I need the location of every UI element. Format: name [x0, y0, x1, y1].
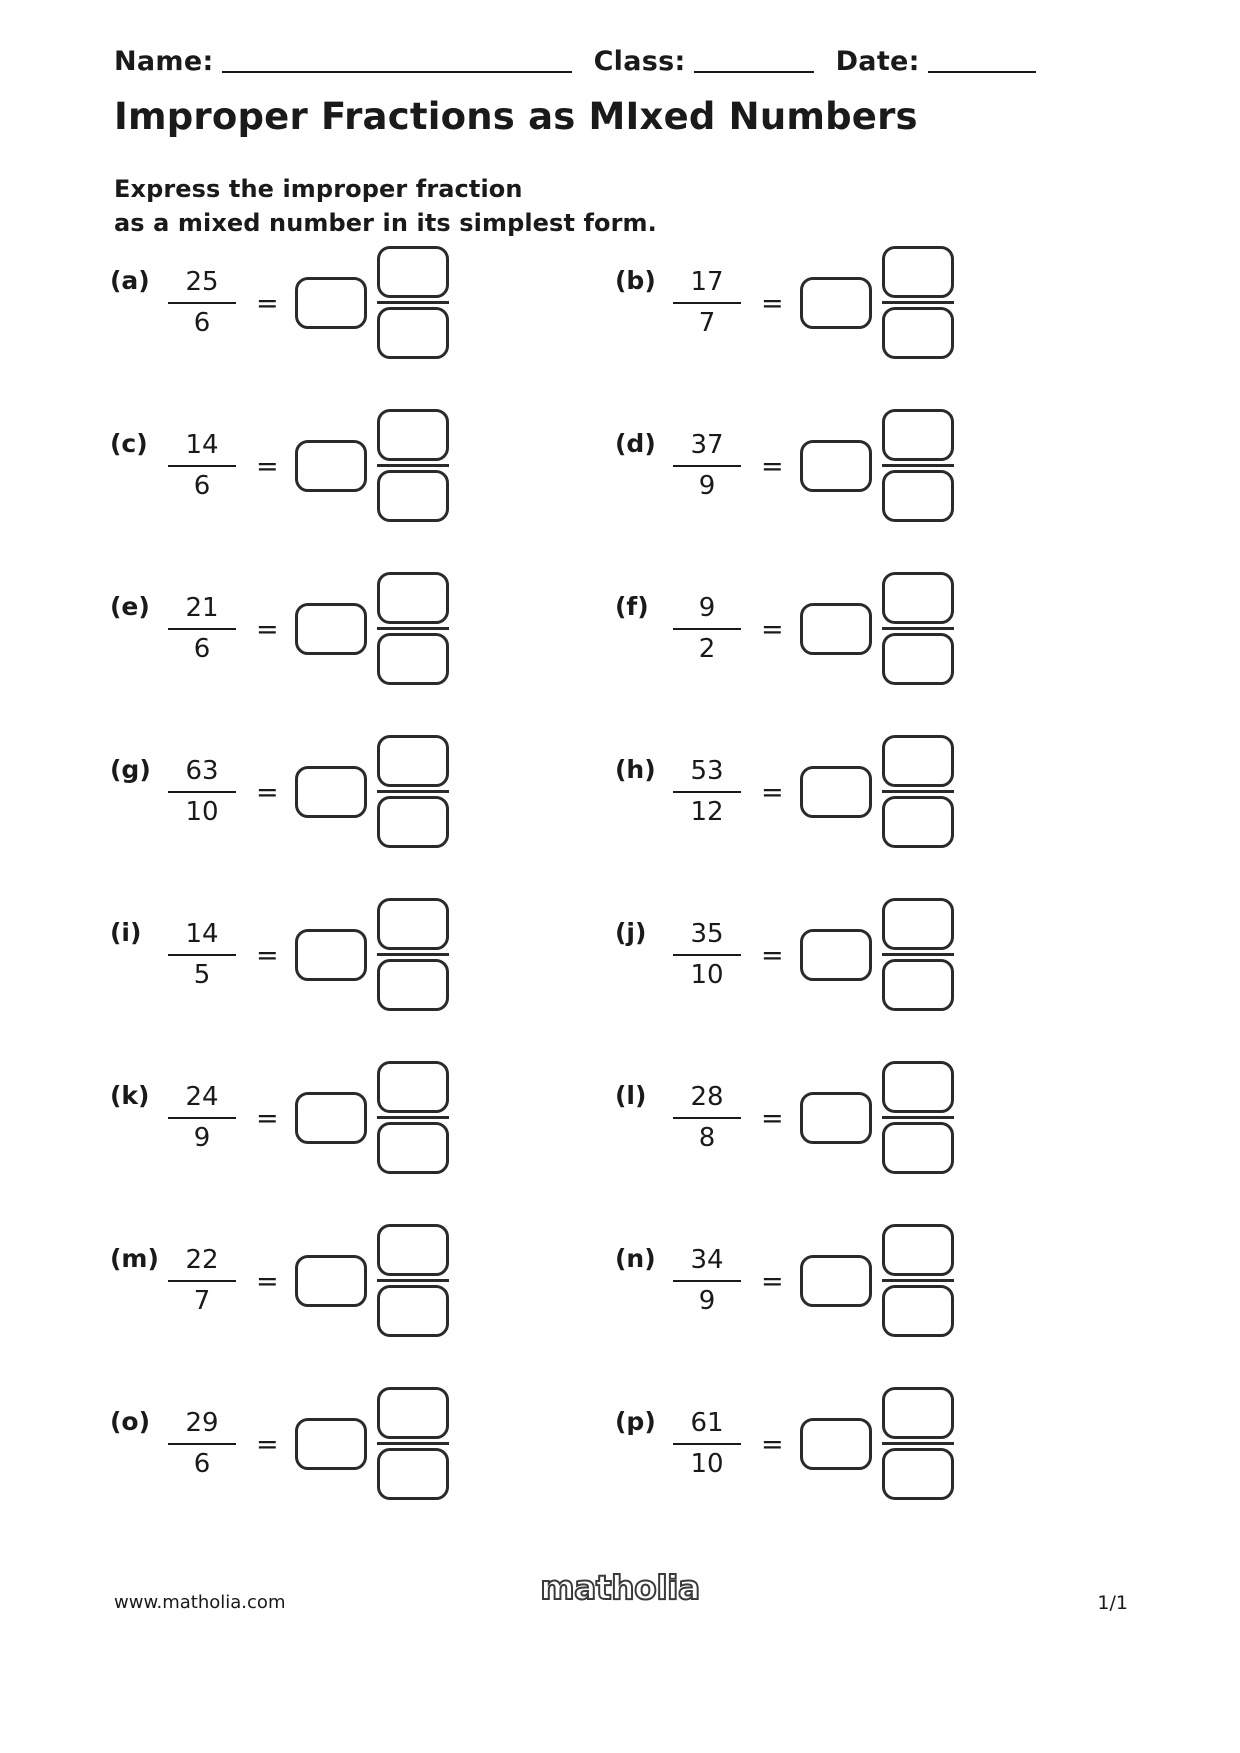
equals-sign: =	[761, 614, 784, 645]
fraction-numerator: 21	[185, 593, 219, 623]
denominator-answer-box[interactable]	[882, 633, 954, 685]
numerator-answer-box[interactable]	[882, 572, 954, 624]
page-title: Improper Fractions as MIxed Numbers	[114, 95, 918, 138]
mixed-fraction-answer	[377, 572, 449, 685]
denominator-answer-box[interactable]	[377, 470, 449, 522]
numerator-answer-box[interactable]	[882, 409, 954, 461]
fraction-denominator: 10	[690, 959, 724, 990]
equals-sign: =	[256, 614, 279, 645]
improper-fraction	[168, 1080, 236, 1155]
name-input-line[interactable]	[222, 71, 572, 73]
denominator-answer-box[interactable]	[377, 1122, 449, 1174]
improper-fraction	[168, 591, 236, 666]
denominator-answer-box[interactable]	[882, 470, 954, 522]
denominator-answer-box[interactable]	[882, 959, 954, 1011]
fraction-denominator: 6	[193, 633, 211, 664]
answer-fraction-bar	[882, 1279, 954, 1282]
equals-sign: =	[761, 288, 784, 319]
numerator-answer-box[interactable]	[882, 1061, 954, 1113]
numerator-answer-box[interactable]	[377, 572, 449, 624]
date-label: Date:	[835, 46, 920, 77]
mixed-fraction-answer	[377, 1061, 449, 1174]
equals-sign: =	[256, 940, 279, 971]
instructions-line-1: Express the improper fraction	[114, 175, 523, 203]
problem-label: (g)	[110, 755, 151, 784]
logo-text: matholia	[540, 1568, 700, 1607]
equals-sign: =	[761, 1266, 784, 1297]
improper-fraction	[168, 754, 236, 829]
answer-fraction-bar	[377, 953, 449, 956]
answer-fraction-bar	[882, 953, 954, 956]
problem-label: (n)	[615, 1244, 656, 1273]
problem-item	[615, 240, 1120, 403]
fraction-bar	[673, 1443, 741, 1445]
fraction-denominator: 10	[690, 1448, 724, 1479]
whole-number-answer-box[interactable]	[295, 766, 367, 818]
problem-label: (a)	[110, 266, 150, 295]
denominator-answer-box[interactable]	[882, 1122, 954, 1174]
fraction-numerator: 61	[690, 1408, 724, 1438]
equals-sign: =	[761, 1429, 784, 1460]
mixed-fraction-answer	[377, 1224, 449, 1337]
improper-fraction	[673, 428, 741, 503]
mixed-fraction-answer	[882, 409, 954, 522]
improper-fraction	[673, 1406, 741, 1481]
answer-fraction-bar	[377, 301, 449, 304]
problem-item	[110, 892, 615, 1055]
denominator-answer-box[interactable]	[882, 1448, 954, 1500]
fraction-bar	[168, 791, 236, 793]
problem-expression	[168, 572, 449, 685]
answer-fraction-bar	[882, 301, 954, 304]
denominator-answer-box[interactable]	[882, 307, 954, 359]
problem-expression	[673, 572, 954, 685]
problem-expression	[168, 246, 449, 359]
improper-fraction	[168, 428, 236, 503]
student-info-header	[114, 46, 1130, 77]
equals-sign: =	[256, 777, 279, 808]
fraction-numerator: 37	[690, 430, 724, 460]
improper-fraction	[168, 1243, 236, 1318]
improper-fraction	[673, 1243, 741, 1318]
fraction-numerator: 53	[690, 756, 724, 786]
improper-fraction	[673, 754, 741, 829]
fraction-denominator: 9	[698, 470, 716, 501]
mixed-fraction-answer	[377, 246, 449, 359]
whole-number-answer-box[interactable]	[295, 277, 367, 329]
fraction-numerator: 14	[185, 919, 219, 949]
problem-item	[110, 403, 615, 566]
numerator-answer-box[interactable]	[882, 1224, 954, 1276]
denominator-answer-box[interactable]	[882, 1285, 954, 1337]
fraction-denominator: 8	[698, 1122, 716, 1153]
numerator-answer-box[interactable]	[377, 1061, 449, 1113]
problem-label: (j)	[615, 918, 647, 947]
fraction-bar	[673, 1280, 741, 1282]
fraction-bar	[673, 954, 741, 956]
problem-item	[615, 892, 1120, 1055]
problem-item	[615, 1381, 1120, 1544]
whole-number-answer-box[interactable]	[295, 440, 367, 492]
problem-item	[110, 240, 615, 403]
equals-sign: =	[256, 288, 279, 319]
fraction-bar	[168, 1280, 236, 1282]
fraction-numerator: 35	[690, 919, 724, 949]
improper-fraction	[673, 265, 741, 340]
mixed-fraction-answer	[377, 409, 449, 522]
equals-sign: =	[761, 777, 784, 808]
improper-fraction	[673, 591, 741, 666]
website-url[interactable]: www.matholia.com	[114, 1592, 286, 1613]
problem-expression	[168, 409, 449, 522]
numerator-answer-box[interactable]	[882, 246, 954, 298]
problem-expression	[673, 735, 954, 848]
equals-sign: =	[761, 451, 784, 482]
denominator-answer-box[interactable]	[377, 1285, 449, 1337]
whole-number-answer-box[interactable]	[800, 929, 872, 981]
fraction-denominator: 7	[698, 307, 716, 338]
equals-sign: =	[256, 1429, 279, 1460]
page-number: 1/1	[1097, 1592, 1128, 1614]
mixed-fraction-answer	[882, 898, 954, 1011]
mixed-fraction-answer	[882, 735, 954, 848]
fraction-bar	[673, 628, 741, 630]
whole-number-answer-box[interactable]	[800, 277, 872, 329]
fraction-bar	[673, 465, 741, 467]
whole-number-answer-box[interactable]	[800, 766, 872, 818]
mixed-fraction-answer	[882, 1061, 954, 1174]
fraction-bar	[168, 628, 236, 630]
whole-number-answer-box[interactable]	[295, 603, 367, 655]
whole-number-answer-box[interactable]	[800, 603, 872, 655]
problem-expression	[168, 735, 449, 848]
numerator-answer-box[interactable]	[377, 1387, 449, 1439]
answer-fraction-bar	[882, 1116, 954, 1119]
problem-item	[110, 1055, 615, 1218]
fraction-bar	[673, 791, 741, 793]
equals-sign: =	[256, 451, 279, 482]
problem-expression	[673, 246, 954, 359]
problem-item	[615, 1055, 1120, 1218]
fraction-bar	[168, 1443, 236, 1445]
answer-fraction-bar	[882, 790, 954, 793]
answer-fraction-bar	[882, 627, 954, 630]
answer-fraction-bar	[882, 464, 954, 467]
name-label: Name:	[114, 46, 214, 77]
whole-number-answer-box[interactable]	[800, 1255, 872, 1307]
answer-fraction-bar	[882, 1442, 954, 1445]
instructions-line-2: as a mixed number in its simplest form.	[114, 209, 657, 238]
problem-label: (p)	[615, 1407, 656, 1436]
numerator-answer-box[interactable]	[882, 735, 954, 787]
problem-expression	[673, 1224, 954, 1337]
equals-sign: =	[761, 1103, 784, 1134]
problem-item	[110, 729, 615, 892]
fraction-numerator: 22	[185, 1245, 219, 1275]
numerator-answer-box[interactable]	[377, 735, 449, 787]
mixed-fraction-answer	[377, 898, 449, 1011]
numerator-answer-box[interactable]	[377, 409, 449, 461]
fraction-bar	[673, 302, 741, 304]
problem-item	[615, 566, 1120, 729]
class-input-line[interactable]	[694, 71, 814, 73]
problem-item	[110, 1218, 615, 1381]
denominator-answer-box[interactable]	[377, 796, 449, 848]
numerator-answer-box[interactable]	[377, 898, 449, 950]
brand-logo	[0, 1566, 1240, 1609]
fraction-bar	[168, 1117, 236, 1119]
problem-expression	[168, 1224, 449, 1337]
denominator-answer-box[interactable]	[882, 796, 954, 848]
fraction-denominator: 9	[698, 1285, 716, 1316]
fraction-numerator: 17	[690, 267, 724, 297]
mixed-fraction-answer	[377, 1387, 449, 1500]
denominator-answer-box[interactable]	[377, 959, 449, 1011]
problem-item	[615, 729, 1120, 892]
fraction-numerator: 25	[185, 267, 219, 297]
problem-expression	[673, 1387, 954, 1500]
problem-expression	[168, 898, 449, 1011]
problem-item	[110, 566, 615, 729]
numerator-answer-box[interactable]	[882, 898, 954, 950]
answer-fraction-bar	[377, 464, 449, 467]
problem-label: (b)	[615, 266, 656, 295]
problem-label: (f)	[615, 592, 649, 621]
whole-number-answer-box[interactable]	[800, 440, 872, 492]
problem-expression	[673, 898, 954, 1011]
whole-number-answer-box[interactable]	[800, 1418, 872, 1470]
fraction-denominator: 12	[690, 796, 724, 827]
problem-label: (i)	[110, 918, 142, 947]
fraction-denominator: 9	[193, 1122, 211, 1153]
problem-label: (l)	[615, 1081, 647, 1110]
mixed-fraction-answer	[882, 1224, 954, 1337]
problem-expression	[673, 409, 954, 522]
equals-sign: =	[256, 1266, 279, 1297]
problem-label: (k)	[110, 1081, 150, 1110]
mixed-fraction-answer	[882, 572, 954, 685]
fraction-denominator: 6	[193, 1448, 211, 1479]
problem-expression	[168, 1387, 449, 1500]
class-label: Class:	[593, 46, 686, 77]
denominator-answer-box[interactable]	[377, 633, 449, 685]
whole-number-answer-box[interactable]	[295, 1255, 367, 1307]
fraction-numerator: 14	[185, 430, 219, 460]
improper-fraction	[673, 917, 741, 992]
equals-sign: =	[256, 1103, 279, 1134]
fraction-numerator: 34	[690, 1245, 724, 1275]
fraction-numerator: 29	[185, 1408, 219, 1438]
whole-number-answer-box[interactable]	[295, 1418, 367, 1470]
problem-label: (c)	[110, 429, 148, 458]
fraction-numerator: 24	[185, 1082, 219, 1112]
denominator-answer-box[interactable]	[377, 307, 449, 359]
mixed-fraction-answer	[882, 246, 954, 359]
problem-expression	[168, 1061, 449, 1174]
fraction-denominator: 6	[193, 470, 211, 501]
denominator-answer-box[interactable]	[377, 1448, 449, 1500]
numerator-answer-box[interactable]	[377, 1224, 449, 1276]
instructions	[114, 172, 657, 240]
answer-fraction-bar	[377, 627, 449, 630]
fraction-numerator: 9	[698, 593, 716, 623]
problem-expression	[673, 1061, 954, 1174]
fraction-denominator: 2	[698, 633, 716, 664]
fraction-bar	[168, 954, 236, 956]
problem-label: (m)	[110, 1244, 159, 1273]
whole-number-answer-box[interactable]	[295, 1092, 367, 1144]
improper-fraction	[168, 265, 236, 340]
fraction-denominator: 10	[185, 796, 219, 827]
fraction-numerator: 28	[690, 1082, 724, 1112]
fraction-denominator: 6	[193, 307, 211, 338]
problem-grid	[110, 240, 1120, 1544]
fraction-numerator: 63	[185, 756, 219, 786]
problem-item	[615, 403, 1120, 566]
fraction-bar	[168, 302, 236, 304]
answer-fraction-bar	[377, 790, 449, 793]
whole-number-answer-box[interactable]	[295, 929, 367, 981]
problem-label: (o)	[110, 1407, 151, 1436]
improper-fraction	[168, 917, 236, 992]
fraction-bar	[673, 1117, 741, 1119]
equals-sign: =	[761, 940, 784, 971]
problem-label: (h)	[615, 755, 656, 784]
date-input-line[interactable]	[928, 71, 1036, 73]
problem-item	[110, 1381, 615, 1544]
fraction-bar	[168, 465, 236, 467]
improper-fraction	[673, 1080, 741, 1155]
numerator-answer-box[interactable]	[882, 1387, 954, 1439]
improper-fraction	[168, 1406, 236, 1481]
fraction-denominator: 7	[193, 1285, 211, 1316]
problem-label: (d)	[615, 429, 656, 458]
mixed-fraction-answer	[882, 1387, 954, 1500]
problem-item	[615, 1218, 1120, 1381]
numerator-answer-box[interactable]	[377, 246, 449, 298]
problem-label: (e)	[110, 592, 150, 621]
answer-fraction-bar	[377, 1116, 449, 1119]
fraction-denominator: 5	[193, 959, 211, 990]
answer-fraction-bar	[377, 1442, 449, 1445]
whole-number-answer-box[interactable]	[800, 1092, 872, 1144]
answer-fraction-bar	[377, 1279, 449, 1282]
mixed-fraction-answer	[377, 735, 449, 848]
